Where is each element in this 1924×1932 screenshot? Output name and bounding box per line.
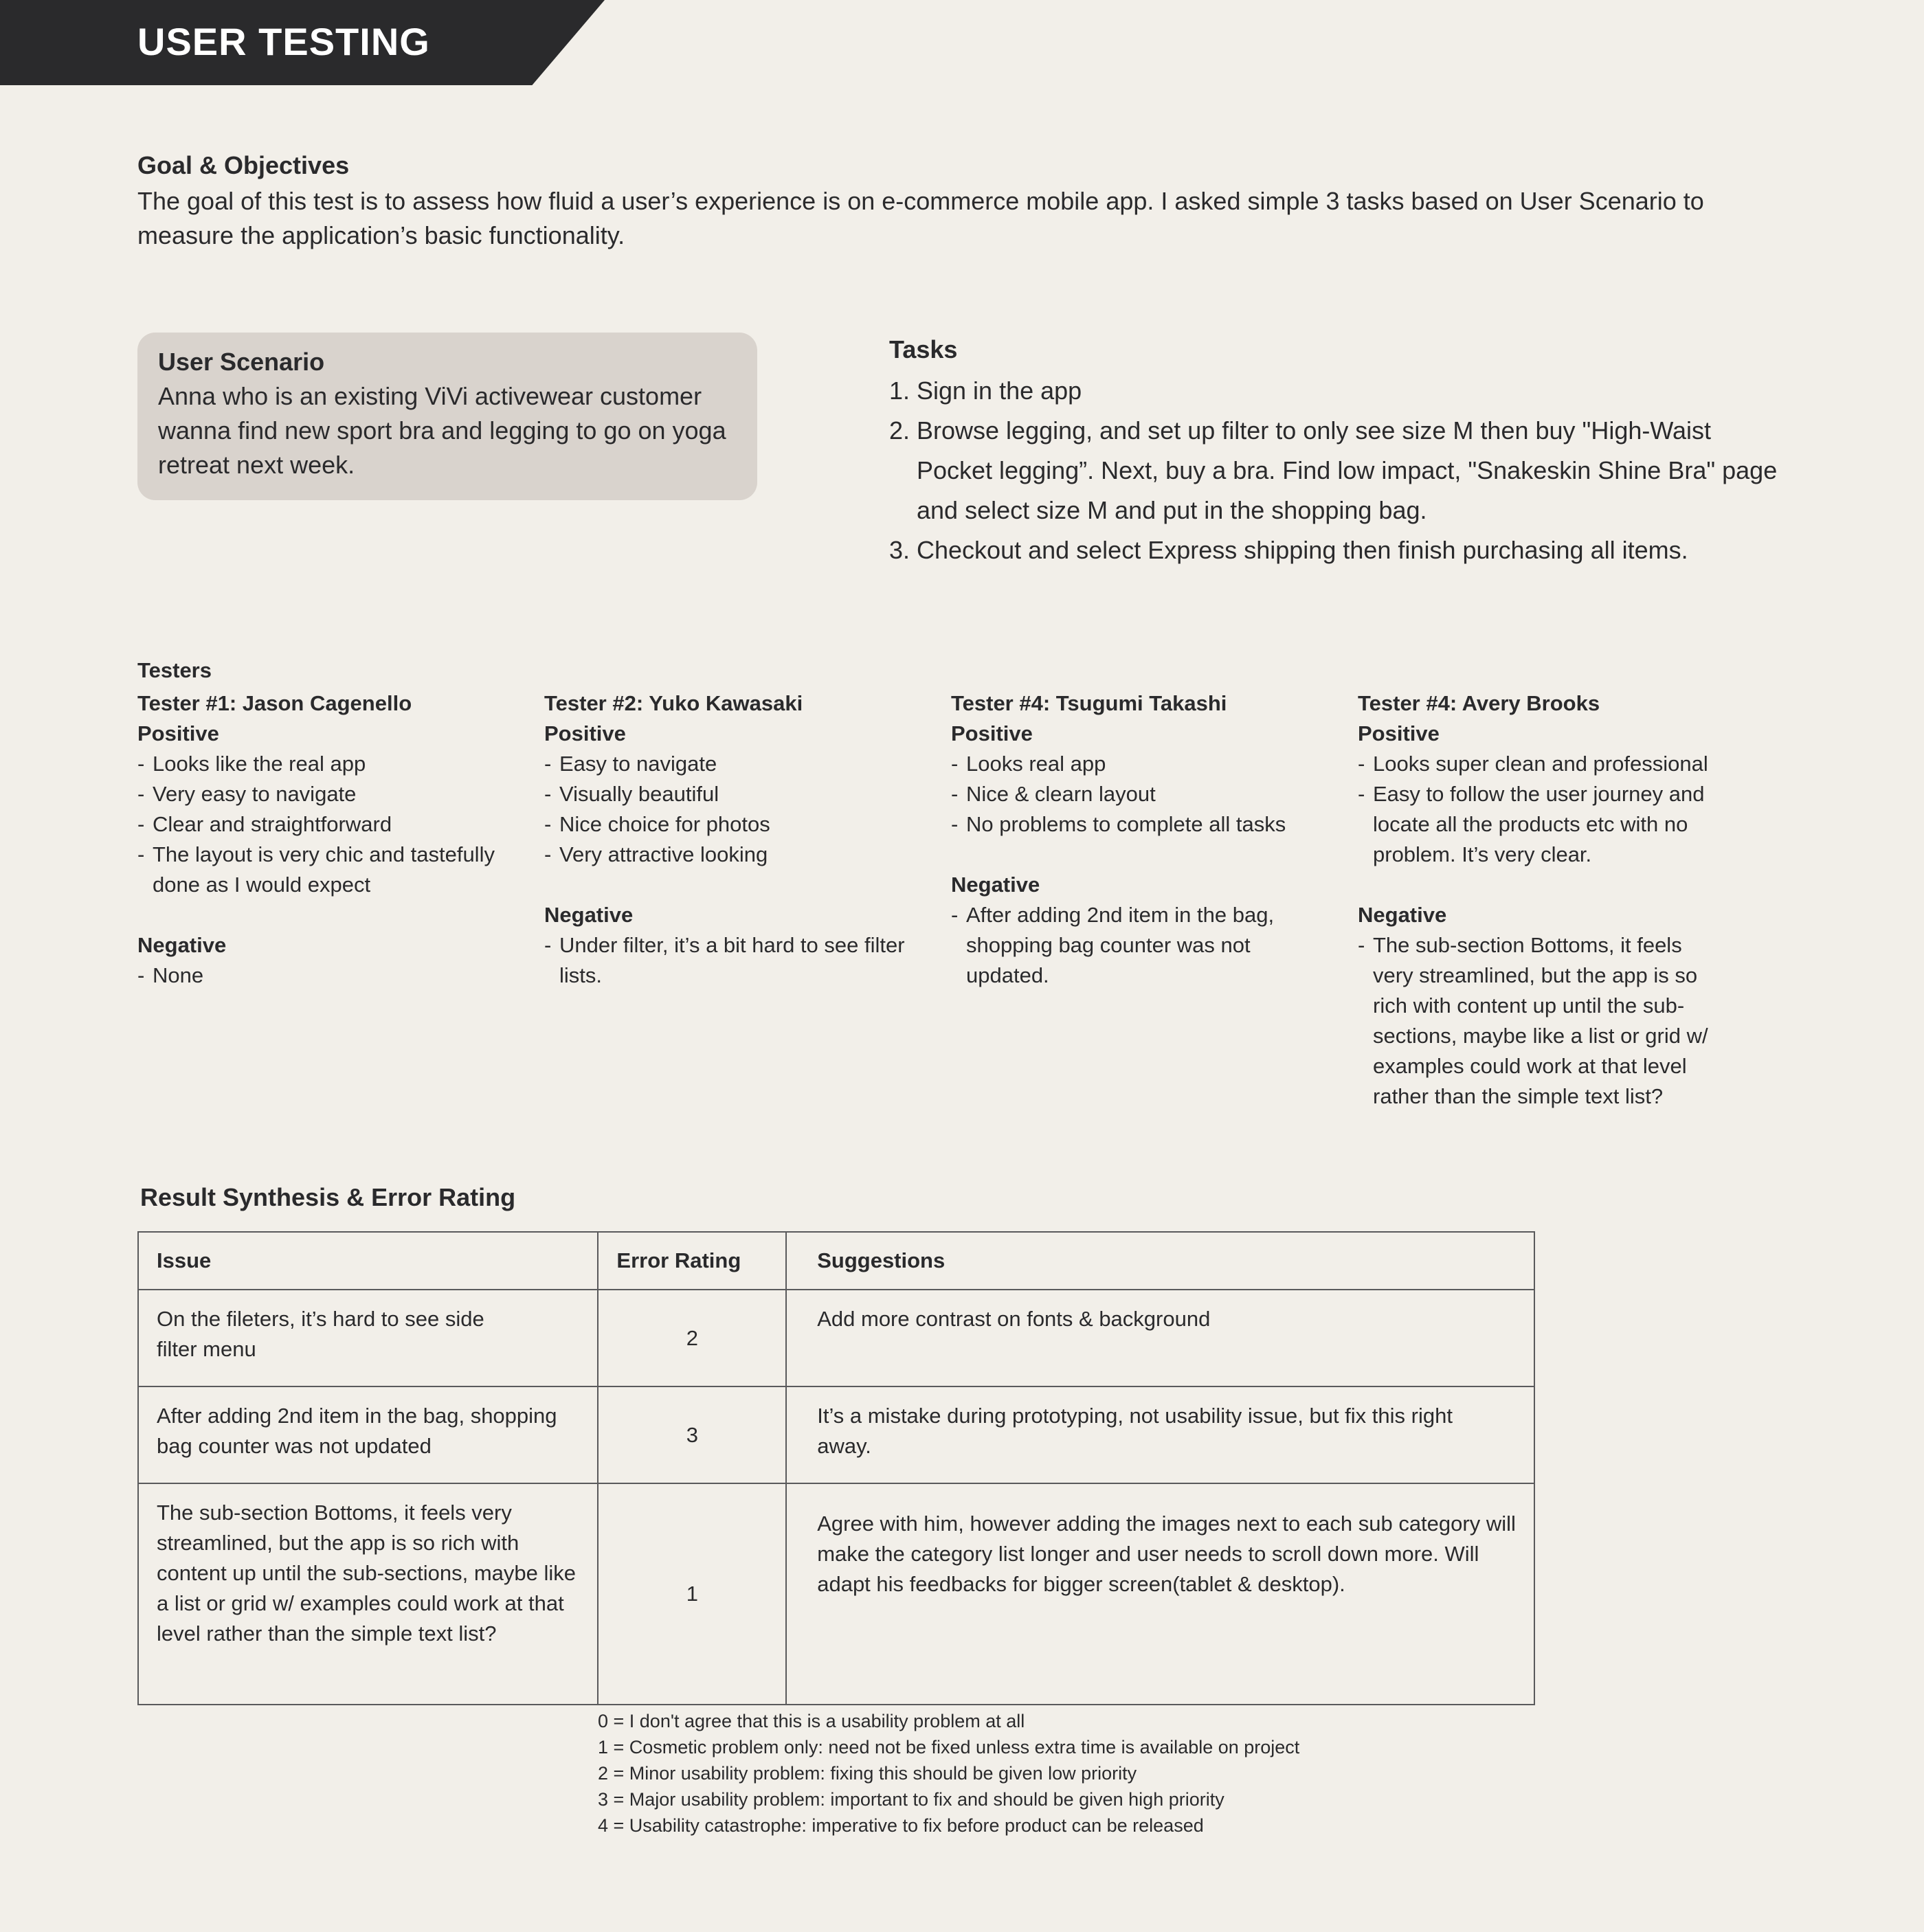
issue-cell bbox=[138, 1483, 598, 1705]
task-number: 3. bbox=[889, 536, 910, 564]
feedback-item: - Under filter, it’s a bit hard to see filter lists. bbox=[544, 930, 929, 991]
feedback-item: - Looks super clean and professional bbox=[1358, 749, 1743, 779]
table-row bbox=[138, 1386, 1534, 1483]
feedback-text: Under filter, it’s a bit hard to see filter lists. bbox=[559, 933, 905, 987]
feedback-text: Nice & clearn layout bbox=[966, 782, 1156, 806]
rating-cell: 3 bbox=[598, 1386, 786, 1483]
suggestion-text: Agree with him, however adding the images next to each sub category will make the category list longer and user needs to scroll down more. Will adapt his feedbacks for bigger screen(tablet & desktop). bbox=[817, 1512, 1516, 1596]
feedback-item: - Looks like the real app bbox=[137, 749, 522, 779]
table-header-row bbox=[138, 1232, 1534, 1290]
task-text: Browse legging, and set up filter to only see size M then buy "High-Waist Pocket legging”. Next, buy a bra. Find low impact, "Snakeskin Shine Bra" page and select size M and put in the shopping bag. bbox=[917, 416, 1778, 524]
scenario-text: Anna who is an existing ViVi activewear customer wanna find new sport bra and legging to go on yoga retreat next week. bbox=[158, 382, 726, 479]
positive-heading: Positive bbox=[544, 721, 626, 745]
negative-heading: Negative bbox=[1358, 903, 1447, 927]
feedback-item: - Easy to follow the user journey and locate all the products etc with no problem. It’s very clear. bbox=[1358, 779, 1743, 870]
goal-text: The goal of this test is to assess how fluid a user’s experience is on e-commerce mobile app. I asked simple 3 tasks based on User Scenario to measure the application’s basic functionality. bbox=[137, 187, 1704, 249]
feedback-item: - The layout is very chic and tastefully done as I would expect bbox=[137, 840, 522, 900]
feedback-text: Easy to navigate bbox=[559, 752, 717, 776]
task-item bbox=[889, 371, 1782, 411]
feedback-item: - Looks real app bbox=[951, 749, 1336, 779]
rating-legend bbox=[598, 1708, 1299, 1839]
tasks-heading: Tasks bbox=[889, 335, 958, 363]
issue-cell bbox=[138, 1290, 598, 1386]
rating-cell: 1 bbox=[598, 1483, 786, 1705]
legend-item: 1 = Cosmetic problem only: need not be fixed unless extra time is available on project bbox=[598, 1737, 1300, 1757]
issue-text: After adding 2nd item in the bag, shopping bag counter was not updated bbox=[157, 1404, 557, 1458]
rating-cell: 2 bbox=[598, 1290, 786, 1386]
synthesis-title: Result Synthesis & Error Rating bbox=[140, 1183, 516, 1211]
negative-heading: Negative bbox=[951, 873, 1040, 897]
feedback-item: - Nice choice for photos bbox=[544, 809, 929, 840]
suggestion-cell bbox=[786, 1386, 1534, 1483]
tester-column bbox=[544, 688, 929, 991]
suggestion-cell bbox=[786, 1483, 1534, 1705]
feedback-text: No problems to complete all tasks bbox=[966, 812, 1286, 836]
column-header-issue: Issue bbox=[138, 1232, 598, 1290]
issue-cell bbox=[138, 1386, 598, 1483]
error-rating-table bbox=[137, 1231, 1535, 1705]
feedback-item: - Nice & clearn layout bbox=[951, 779, 1336, 809]
suggestion-text: It’s a mistake during prototyping, not usability issue, but fix this right away. bbox=[817, 1404, 1453, 1458]
tasks-section bbox=[889, 335, 1782, 570]
negative-heading: Negative bbox=[544, 903, 634, 927]
feedback-text: The sub-section Bottoms, it feels very streamlined, but the app is so rich with content up until the sub-sections, maybe like a list or grid w/ examples could work at that level rather than the simple text list? bbox=[1373, 933, 1708, 1108]
issue-text: The sub-section Bottoms, it feels very streamlined, but the app is so rich with content up until the sub-sections, maybe like a list or grid w/ examples could work at that level rather than the simple text list? bbox=[157, 1501, 577, 1645]
feedback-text: Looks like the real app bbox=[153, 752, 366, 776]
feedback-text: None bbox=[153, 963, 204, 987]
feedback-item: - Very easy to navigate bbox=[137, 779, 522, 809]
legend-item: 2 = Minor usability problem: fixing this should be given low priority bbox=[598, 1763, 1137, 1784]
feedback-text: After adding 2nd item in the bag, shopping bag counter was not updated. bbox=[966, 903, 1275, 987]
feedback-text: Easy to follow the user journey and locate all the products etc with no problem. It’s very clear. bbox=[1373, 782, 1705, 866]
negative-heading: Negative bbox=[137, 933, 227, 957]
tester-column bbox=[951, 688, 1336, 991]
legend-item: 0 = I don't agree that this is a usability problem at all bbox=[598, 1711, 1025, 1731]
feedback-text: Visually beautiful bbox=[559, 782, 719, 806]
tester-name: Tester #4: Tsugumi Takashi bbox=[951, 691, 1227, 715]
legend-item: 3 = Major usability problem: important to fix and should be given high priority bbox=[598, 1789, 1224, 1810]
column-header-rating: Error Rating bbox=[598, 1232, 786, 1290]
task-text: Sign in the app bbox=[917, 377, 1082, 405]
tester-column bbox=[1358, 688, 1743, 1112]
tasks-list bbox=[889, 371, 1782, 570]
table-row bbox=[138, 1483, 1534, 1705]
goal-section bbox=[137, 151, 1800, 253]
feedback-item: - Very attractive looking bbox=[544, 840, 929, 870]
column-header-suggestions: Suggestions bbox=[786, 1232, 1534, 1290]
feedback-text: Nice choice for photos bbox=[559, 812, 770, 836]
positive-heading: Positive bbox=[137, 721, 219, 745]
feedback-item: - Easy to navigate bbox=[544, 749, 929, 779]
feedback-text: Very easy to navigate bbox=[153, 782, 357, 806]
task-item bbox=[889, 530, 1782, 570]
user-scenario-card bbox=[137, 333, 757, 500]
tester-name: Tester #4: Avery Brooks bbox=[1358, 691, 1600, 715]
page-title: USER TESTING bbox=[137, 20, 430, 63]
positive-heading: Positive bbox=[1358, 721, 1440, 745]
tester-name: Tester #2: Yuko Kawasaki bbox=[544, 691, 803, 715]
goal-heading: Goal & Objectives bbox=[137, 151, 350, 179]
feedback-text: Clear and straightforward bbox=[153, 812, 392, 836]
testers-label: Testers bbox=[137, 658, 212, 682]
feedback-item: - None bbox=[137, 961, 522, 991]
legend-item: 4 = Usability catastrophe: imperative to fix before product can be released bbox=[598, 1815, 1204, 1836]
positive-heading: Positive bbox=[951, 721, 1033, 745]
feedback-text: The layout is very chic and tastefully done as I would expect bbox=[153, 842, 495, 897]
feedback-item: - Clear and straightforward bbox=[137, 809, 522, 840]
tester-name: Tester #1: Jason Cagenello bbox=[137, 691, 412, 715]
task-number: 2. bbox=[889, 416, 910, 445]
task-text: Checkout and select Express shipping then finish purchasing all items. bbox=[917, 536, 1688, 564]
feedback-item: - Visually beautiful bbox=[544, 779, 929, 809]
feedback-text: Looks real app bbox=[966, 752, 1106, 776]
feedback-item: - No problems to complete all tasks bbox=[951, 809, 1336, 840]
table-row bbox=[138, 1290, 1534, 1386]
task-number: 1. bbox=[889, 377, 910, 405]
suggestion-cell: Add more contrast on fonts & background bbox=[786, 1290, 1534, 1386]
issue-text: On the fileters, it’s hard to see side filter menu bbox=[157, 1307, 484, 1361]
feedback-item: - The sub-section Bottoms, it feels very streamlined, but the app is so rich with content up until the sub-sections, maybe like a list or grid w/ examples could work at that level rather than the simple text list? bbox=[1358, 930, 1743, 1112]
feedback-item: - After adding 2nd item in the bag, shopping bag counter was not updated. bbox=[951, 900, 1336, 991]
scenario-heading: User Scenario bbox=[158, 348, 325, 376]
task-item bbox=[889, 411, 1782, 530]
feedback-text: Looks super clean and professional bbox=[1373, 752, 1708, 776]
tester-column bbox=[137, 688, 522, 991]
feedback-text: Very attractive looking bbox=[559, 842, 768, 866]
